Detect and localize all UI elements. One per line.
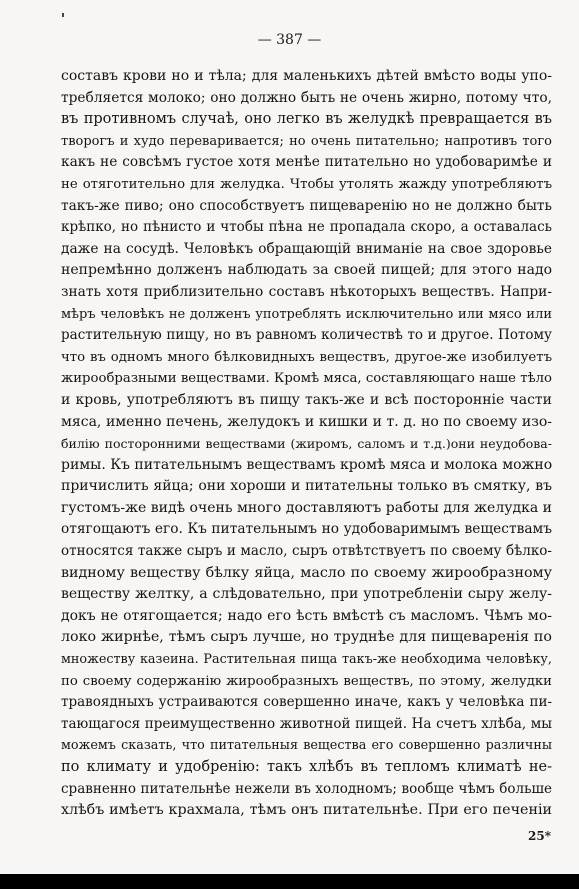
text-line: мѣръ человѣкъ не долженъ употреблять исключительно или мясо или (61, 306, 552, 322)
text-line: и кровь, употребляютъ въ пищу такъ-же и всѣ посторонніе части (61, 391, 552, 408)
text-line: даже на сосудѣ. Человѣкъ обращающій вниманіе на свое здоровье (61, 240, 552, 257)
page-number: — 387 — (257, 32, 322, 48)
text-line: по своему содержанію жирообразныхъ веществъ, по этому, желудки (61, 673, 552, 689)
body-text (61, 66, 552, 822)
text-line: что въ одномъ много бѣлковидныхъ веществъ, другое-же изобилуетъ (61, 349, 552, 365)
text-line: можемъ сказать, что питательныя вещества его совершенно различны (61, 738, 552, 754)
text-line: множеству казеина. Растительная пища такъ-же необходима человѣку, (61, 652, 552, 668)
text-line: крѣпко, но пѣнисто и чтобы пѣна не пропадала скоро, а оставалась (61, 219, 552, 236)
text-line: отягощаютъ его. Къ питательнымъ но удобоваримымъ веществамъ (61, 521, 552, 538)
text-line: тающагося преимущественно животной пищей. На счетъ хлѣба, мы (61, 715, 552, 732)
text-line: знать хотя приблизительно составъ нѣкоторыхъ веществъ. Напри- (61, 283, 552, 300)
text-line: сравненно питательнѣе нежели въ холодномъ; вообще чѣмъ больше (61, 780, 552, 797)
text-line: докъ не отягощается; надо его ѣсть вмѣстѣ съ масломъ. Чѣмъ мо- (61, 607, 552, 624)
text-line: билію посторонними веществами (жиромъ, саломъ и т.д.)они неудобова- (61, 436, 552, 452)
text-line: римы. Къ питательнымъ веществамъ кромѣ мяса и молока можно (61, 456, 553, 473)
text-line: жирообразными веществами. Кромѣ мяса, составляющаго наше тѣло (61, 371, 552, 387)
text-line: хлѣбъ имѣетъ крахмала, тѣмъ онъ питательнѣе. При его печеніи (61, 802, 552, 819)
signature-mark: 25* (528, 829, 551, 843)
text-line: творогъ и худо переваривается; но очень питательно; напротивъ того (61, 133, 552, 149)
text-line: травоядныхъ устраиваются совершенно иначе, какъ у человѣка пи- (61, 694, 552, 711)
text-line: требляется молоко; оно должно быть не очень жирно, потому что, (61, 89, 552, 106)
text-line: относятся также сыръ и масло, сыръ отвѣтствуетъ по своему бѣлко- (61, 543, 552, 560)
text-line: составъ крови но и тѣла; для маленькихъ дѣтей вмѣсто воды упо- (61, 68, 552, 84)
text-line: по климату и удобренію: такъ хлѣбъ въ тепломъ климатѣ не- (61, 759, 552, 775)
stray-ink-mark (62, 13, 64, 17)
text-line: не отяготительно для желудка. Чтобы утолять жажду употребляютъ (61, 176, 552, 192)
text-line: такъ-же пиво; оно способствуетъ пищеваренію но не должно быть (61, 197, 552, 214)
text-line: веществу желтку, а слѣдовательно, при употребленіи сыру желу- (61, 586, 552, 603)
text-line: видному веществу бѣлку яйца, масло по своему жирообразному (61, 564, 552, 581)
text-line: непремѣнно долженъ наблюдать за своей пищей; для этого надо (61, 262, 552, 279)
text-line: какъ не совсѣмъ густое хотя менѣе питательно но удобоваримѣе и (61, 154, 552, 171)
text-line: въ противномъ случаѣ, оно легко въ желудкѣ превращается въ (61, 111, 552, 128)
text-line: растительную пищу, но въ равномъ количествѣ то и другое. Потому (61, 327, 552, 344)
text-line: причислить яйца; они хороши и питательны только въ смятку, въ (61, 478, 552, 495)
text-line: локо жирнѣе, тѣмъ сыръ лучше, но труднѣе для пищеваренія по (61, 629, 552, 646)
text-line: густомъ-же видѣ очень много доставляютъ работы для желудка и (61, 499, 552, 516)
text-line: мяса, именно печень, желудокъ и кишки и т. д. но по своему изо- (61, 413, 552, 430)
